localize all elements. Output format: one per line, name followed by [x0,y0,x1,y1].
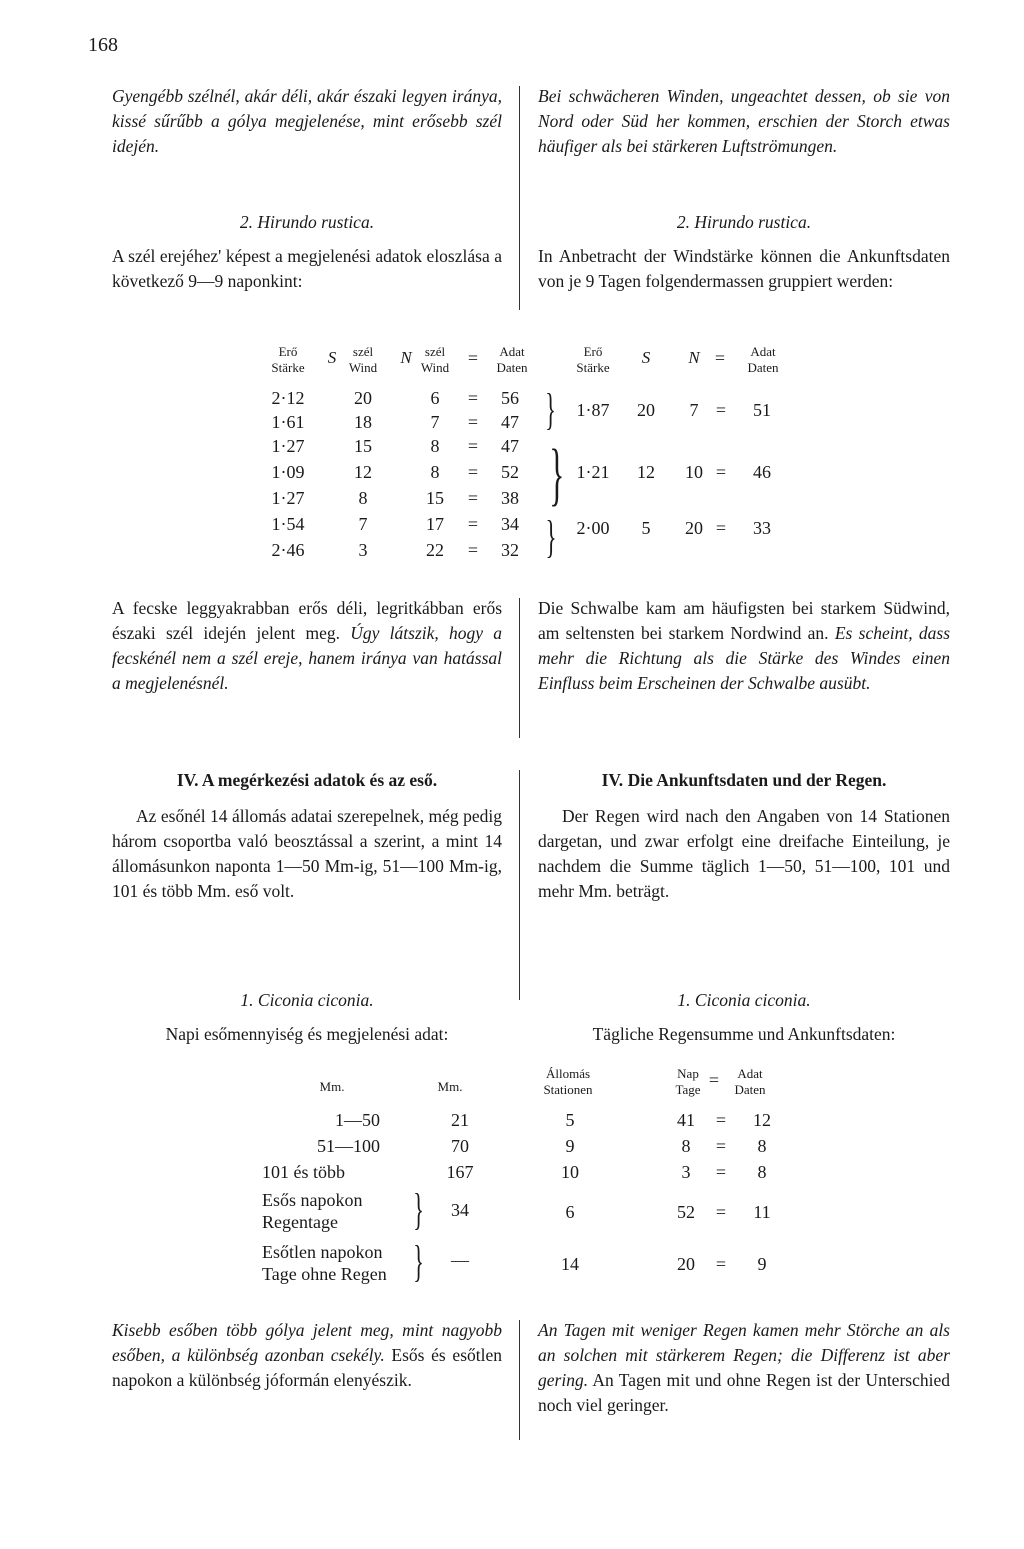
de-rain-p1: An Tagen mit weniger Regen kamen mehr Störche an als an solchen mit stärkerem Regen; die Differenz ist aber gering. [538,1320,950,1390]
hu-rain-p2: Esős és esőtlen napokon a különbség jóformán elenyészik. [112,1345,503,1390]
de-rain-intro: Der Regen wird nach den Angaben von 14 Stationen dargetan, und zwar erfolgt eine dreifache Einteilung, je nachdem die Summe täglich 1—50, 51—100, 101 und mehr Mm. beträgt. [538,806,950,901]
rain-row-3-mm: 167 [446,1162,474,1182]
hdr-s: S [327,348,337,367]
rain-row-2-days: 8 [681,1136,691,1156]
hdr-n: N [400,348,412,367]
hdr-adat: Adat [499,344,525,359]
hu-swallow-finding [112,596,502,696]
wind-row-3-eq: = [467,436,479,456]
wind-group-2-s: 12 [637,462,655,482]
rain-row-1-mm: 21 [451,1110,469,1130]
rain-row-2-eq: = [715,1136,727,1156]
wind-row-1-data: 56 [501,388,519,408]
rainy-days-days: 52 [677,1202,695,1222]
rain-row-1-days: 41 [677,1110,695,1130]
hdr-szel-n: szél [424,344,446,359]
wind-row-4-eq: = [467,462,479,482]
dry-days-stations: 14 [561,1254,579,1274]
column-divider-3 [519,770,520,1000]
de-swallow-p2: Es scheint, dass mehr die Richtung als die Stärke des Windes einen Einfluss beim Erscheinen der Schwalbe ausübt. [538,623,951,693]
wind-group-3-s: 5 [641,518,651,538]
wind-group-2-eq: = [715,462,727,482]
dry-days-data: 9 [757,1254,767,1274]
rain-row-3-stations: 10 [561,1162,579,1182]
de-chapter-title: Die Ankunftsdaten und der Regen. [627,770,887,790]
de-text: In Anbetracht der Windstärke können die Ankunftsdaten von je 9 Tagen folgendermassen gruppiert werden: [538,246,950,291]
de-chapter-num: IV. [601,770,624,790]
hu-rain-finding [112,1318,502,1393]
rain-row-3-days: 3 [681,1162,691,1182]
wind-row-3-s: 15 [354,436,372,456]
wind-row-6-strength: 1·54 [271,514,305,534]
hdr-rain-adat: Adat [737,1066,763,1081]
rain-row-1-stations: 5 [565,1110,575,1130]
wind-group-1-eq: = [715,400,727,420]
hdr-rain-daten: Daten [734,1082,766,1097]
brace-dry: } [413,1237,424,1286]
wind-row-6-s: 7 [358,514,368,534]
wind-row-4-n: 8 [430,462,440,482]
de-rain-finding [538,1318,950,1418]
wind-group-1-strength: 1·87 [576,400,610,420]
de-rain-p2: An Tagen mit und ohne Regen ist der Unterschied noch viel geringer. [538,1370,950,1415]
rain-row-1-eq: = [715,1110,727,1130]
dry-days-days: 20 [677,1254,695,1274]
wind-row-5-data: 38 [501,488,519,508]
rain-row-1-data: 12 [753,1110,771,1130]
wind-row-5-n: 15 [426,488,444,508]
wind-row-5-strength: 1·27 [271,488,305,508]
de-rain-caption: Tägliche Regensumme und Ankunftsdaten: [592,1024,896,1044]
brace-group-1: } [545,385,556,434]
rain-row-1-range: 1—50 [335,1110,380,1130]
hdr-wind-n: Wind [420,360,450,375]
hdr-mm-1: Mm. [319,1079,345,1094]
wind-row-6-eq: = [467,514,479,534]
hdr-wind-s: Wind [348,360,378,375]
wind-group-3-data: 33 [753,518,771,538]
hdr-nap: Nap [677,1066,699,1081]
hdr-tage: Tage [675,1082,701,1097]
rain-row-3-data: 8 [757,1162,767,1182]
column-divider [519,86,520,310]
wind-row-7-n: 22 [426,540,444,560]
de-intro-paragraph: Bei schwächeren Winden, ungeachtet dessen, ob sie von Nord oder Süd her kommen, erschien der Storch etwas häufiger als bei stärkeren Luftströmungen. [538,86,950,156]
rain-row-2-mm: 70 [451,1136,469,1156]
rainy-days-label-hu: Esős napokon [262,1190,363,1210]
wind-row-4-data: 52 [501,462,519,482]
hdr-s-2: S [641,348,651,367]
wind-row-2-strength: 1·61 [271,412,305,432]
wind-row-1-strength: 2·12 [271,388,305,408]
de-chapter-heading [538,768,950,793]
page-number: 168 [88,34,118,56]
hu-swallow-p2: Úgy látszik, hogy a fecskénél nem a szél ereje, hanem iránya van hatással a megjelenésnél. [112,623,502,693]
wind-row-7-data: 32 [501,540,519,560]
wind-row-7-eq: = [467,540,479,560]
hu-species-heading: 2. Hirundo rustica. [239,212,375,232]
rainy-days-stations: 6 [565,1202,575,1222]
wind-group-1-n: 7 [689,400,699,420]
hdr-allomas: Állomás [545,1066,591,1081]
wind-row-1-s: 20 [354,388,372,408]
wind-row-2-s: 18 [354,412,372,432]
de-swallow-finding [538,596,950,696]
wind-row-3-n: 8 [430,436,440,456]
wind-row-4-strength: 1·09 [271,462,305,482]
wind-group-2-n: 10 [685,462,703,482]
brace-rainy: } [413,1185,424,1234]
hdr-starke: Stärke [271,360,305,375]
hdr-n-2: N [688,348,700,367]
de-species-heading: 2. Hirundo rustica. [676,212,812,232]
hu-rain-p1: Kisebb esőben több gólya jelent meg, mint nagyobb esőben, a különbség azonban csekély. [112,1320,502,1365]
hdr-starke-2: Stärke [576,360,610,375]
hdr-szel-s: szél [352,344,374,359]
rainy-days-mm: 34 [451,1200,469,1220]
hdr-mm-2: Mm. [437,1079,463,1094]
wind-row-6-n: 17 [426,514,444,534]
wind-row-7-s: 3 [358,540,368,560]
hdr-stationen: Stationen [543,1082,593,1097]
rain-row-3-range: 101 és több [262,1162,345,1182]
hdr-daten: Daten [496,360,528,375]
wind-group-1-data: 51 [753,400,771,420]
rainy-days-label-de: Regentage [262,1212,338,1232]
rainy-days-data: 11 [753,1202,771,1222]
hdr-eq-2: = [714,348,726,368]
wind-row-2-n: 7 [430,412,440,432]
brace-group-2: } [549,436,565,513]
wind-row-5-s: 8 [358,488,368,508]
wind-group-3-n: 20 [685,518,703,538]
rain-row-2-range: 51—100 [317,1136,380,1156]
wind-group-2-strength: 1·21 [576,462,610,482]
hu-text: A szél erejéhez' képest a megjelenési adatok eloszlása a következő 9—9 naponkint: [112,246,502,291]
wind-row-5-eq: = [467,488,479,508]
wind-row-3-data: 47 [501,436,519,456]
hu-chapter-num: IV. [176,770,199,790]
wind-row-1-n: 6 [430,388,440,408]
wind-group-3-eq: = [715,518,727,538]
hdr-eq: = [467,348,479,368]
dry-days-eq: = [715,1254,727,1274]
dry-days-label-hu: Esőtlen napokon [262,1242,383,1262]
rain-row-2-stations: 9 [565,1136,575,1156]
wind-row-3-strength: 1·27 [271,436,305,456]
rain-row-2-data: 8 [757,1136,767,1156]
wind-row-2-data: 47 [501,412,519,432]
hdr-ero: Erő [278,344,298,359]
hu-intro-paragraph: Gyengébb szélnél, akár déli, akár északi legyen iránya, kissé sűrűbb a gólya megjelenése, mint erősebb szél idején. [112,86,502,156]
wind-group-1-s: 20 [637,400,655,420]
column-divider-2 [519,598,520,738]
wind-group-3-strength: 2·00 [576,518,610,538]
de-swallow-p1: Die Schwalbe kam am häufigsten bei starkem Südwind, am seltensten bei starkem Nordwind an. [538,598,950,643]
hdr-rain-eq: = [708,1070,720,1090]
wind-group-2-data: 46 [753,462,771,482]
column-divider-4 [519,1320,520,1440]
wind-row-2-eq: = [467,412,479,432]
hu-rain-intro: Az esőnél 14 állomás adatai szerepelnek, még pedig három csoportba való beosztással a szerint, a mint 14 állomásunkon naponta 1—50 Mm-ig, 51—100 Mm-ig, 101 és több Mm. eső volt. [112,806,502,901]
dry-days-label-de: Tage ohne Regen [262,1264,387,1284]
brace-group-3: } [545,511,557,562]
hu-rain-caption: Napi esőmennyiség és megjelenési adat: [165,1024,449,1044]
wind-row-6-data: 34 [501,514,519,534]
de-rain-species: 1. Ciconia ciconia. [677,990,811,1010]
hdr-daten-2: Daten [747,360,779,375]
hdr-adat-2: Adat [750,344,776,359]
hdr-ero-2: Erő [583,344,603,359]
hu-swallow-p1: A fecske leggyakrabban erős déli, legritkábban erős északi szél idején jelent meg. [112,598,502,643]
hu-rain-species: 1. Ciconia ciconia. [240,990,374,1010]
wind-row-1-eq: = [467,388,479,408]
dry-days-mm: — [451,1250,469,1270]
rain-row-3-eq: = [715,1162,727,1182]
hu-chapter-title: A megérkezési adatok és az eső. [201,770,438,790]
wind-row-4-s: 12 [354,462,372,482]
rainy-days-eq: = [715,1202,727,1222]
hu-chapter-heading [112,768,502,793]
wind-row-7-strength: 2·46 [271,540,305,560]
